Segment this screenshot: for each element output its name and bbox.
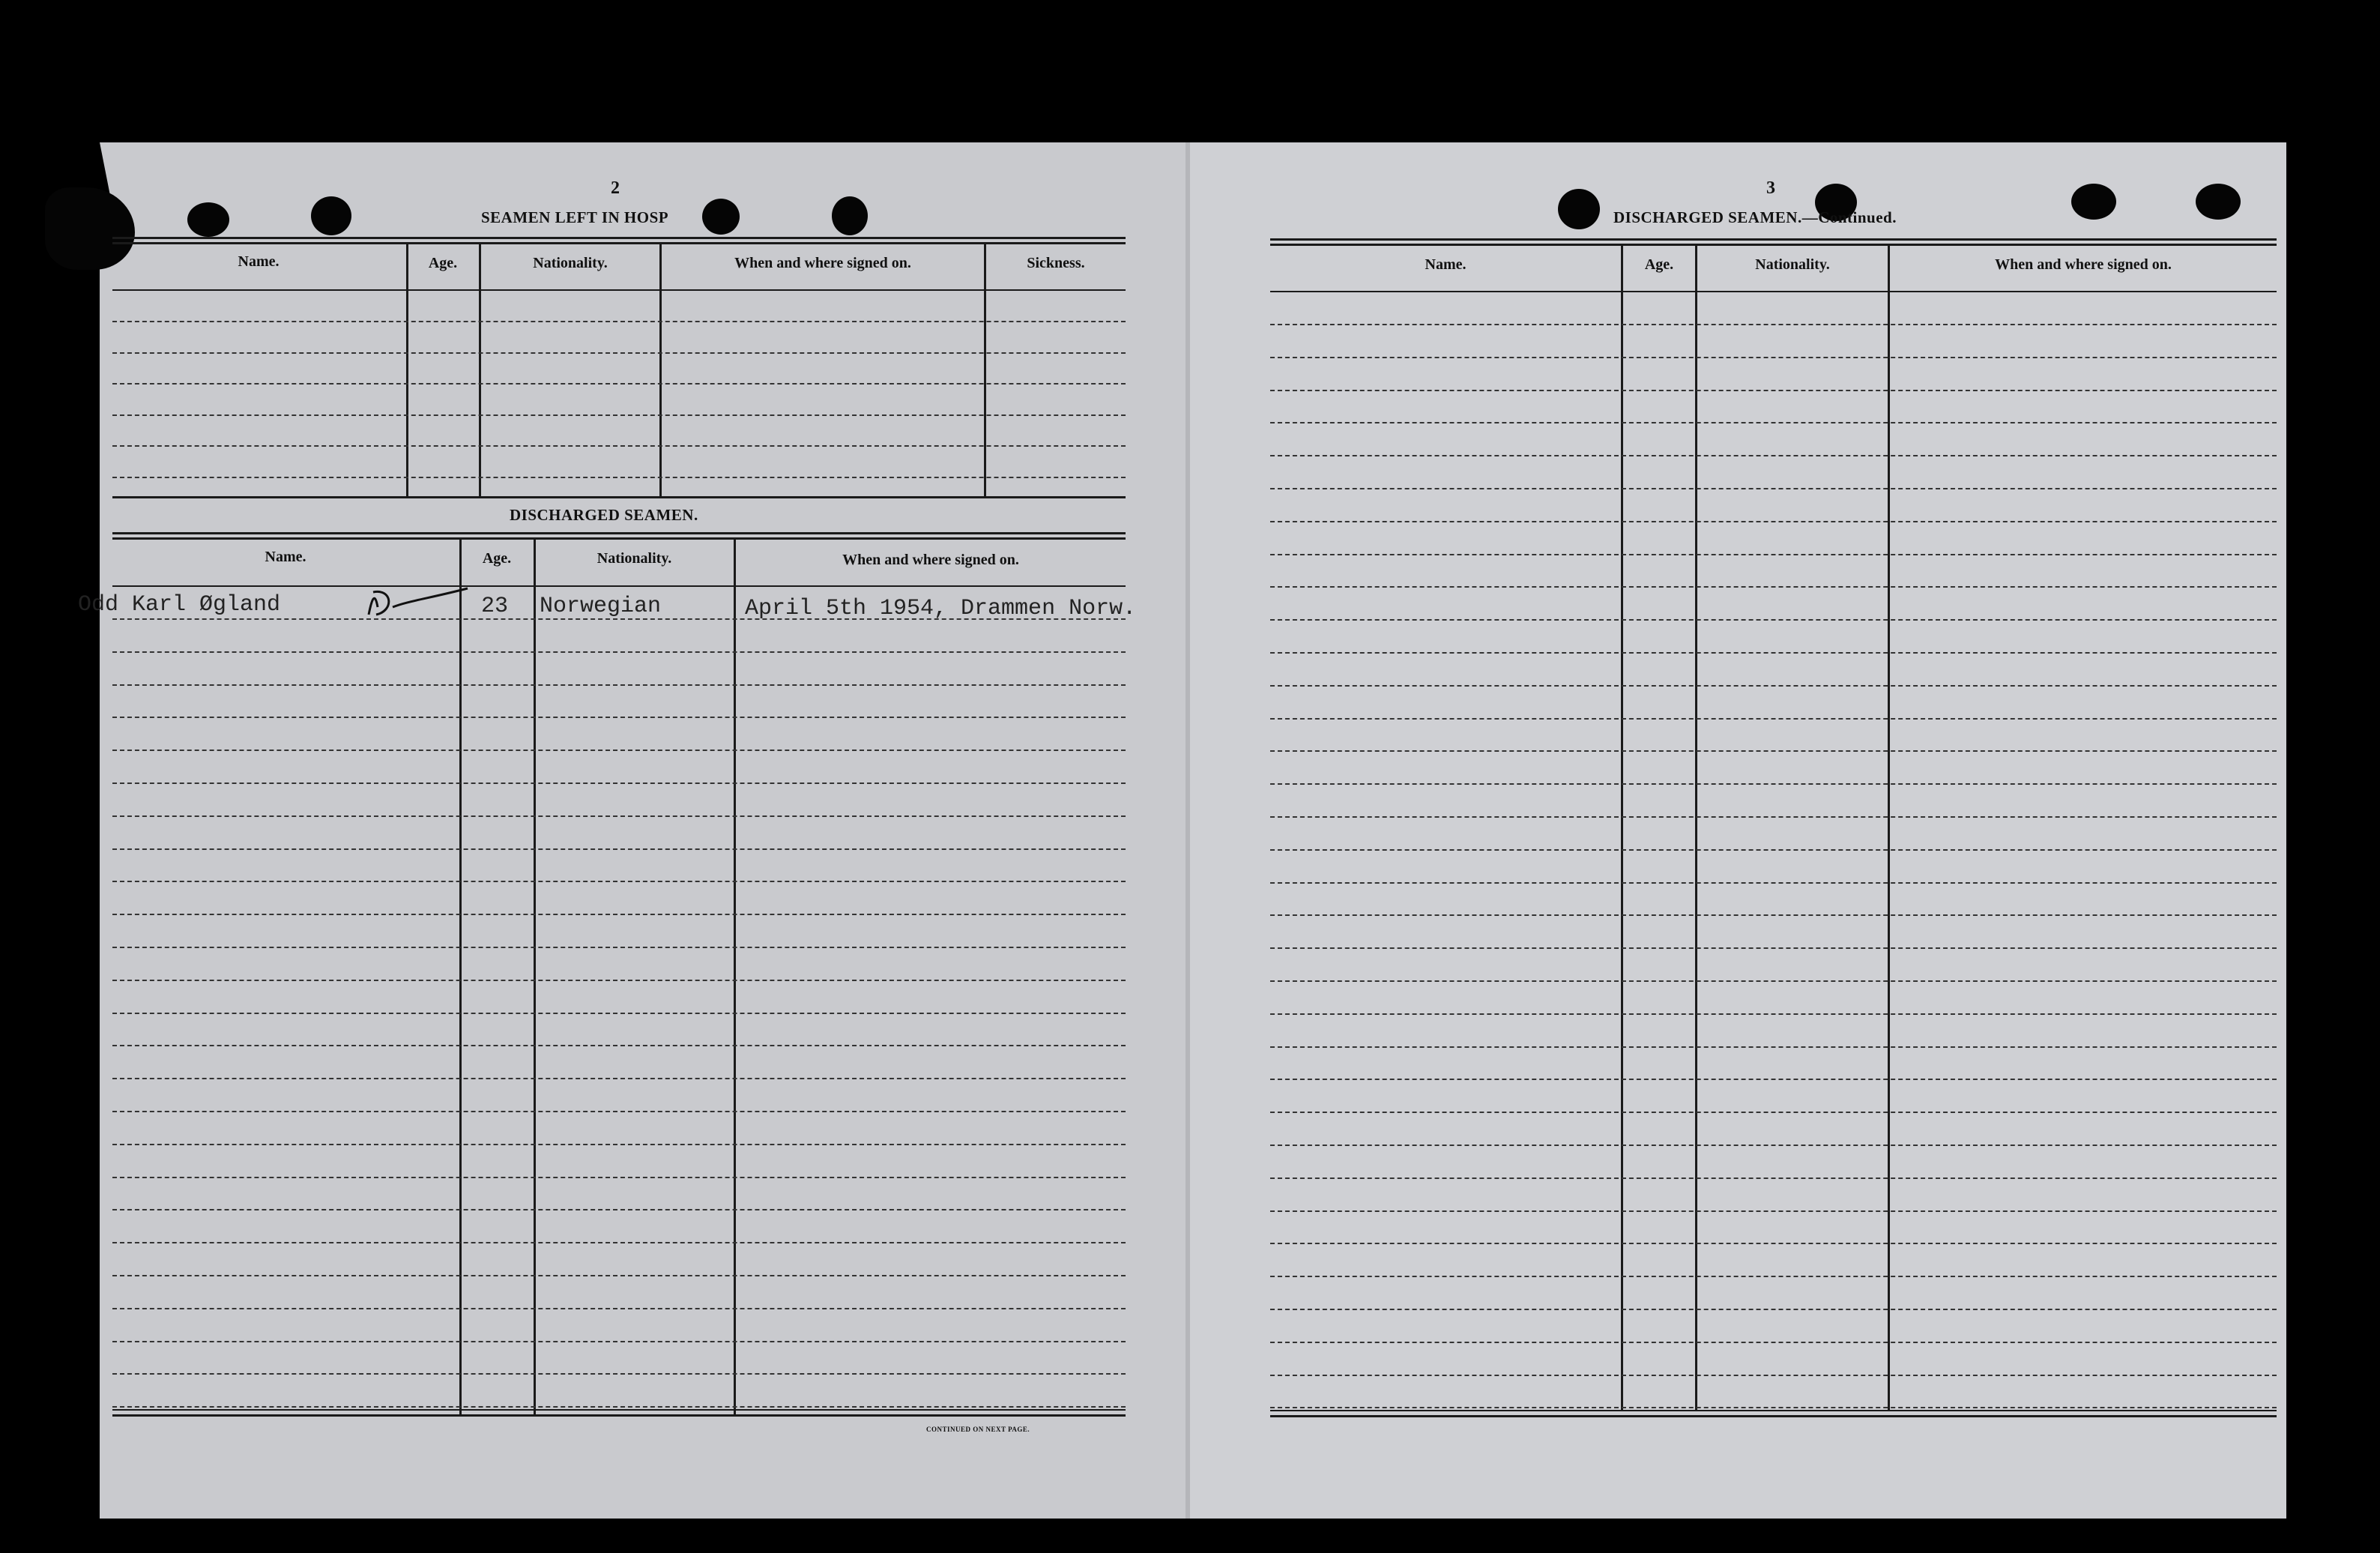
hospital-col-nationality: Nationality. — [533, 255, 608, 271]
column-divider — [459, 540, 462, 1414]
ruled-line — [112, 848, 1126, 850]
rule — [112, 1409, 1126, 1411]
ruled-line — [112, 750, 1126, 751]
punch-hole — [187, 202, 229, 237]
ruled-line — [1270, 685, 2277, 687]
discharged-section-title: DISCHARGED SEAMEN. — [510, 506, 698, 524]
ruled-line — [1270, 390, 2277, 391]
ruled-line — [112, 717, 1126, 718]
ruled-line — [112, 815, 1126, 817]
rule — [1270, 291, 2277, 292]
ruled-line — [1270, 357, 2277, 358]
page-number: 2 — [611, 178, 620, 198]
entry-nationality: Norwegian — [540, 594, 662, 619]
ruled-line — [112, 445, 1126, 447]
punch-hole — [702, 199, 740, 235]
rule — [1270, 238, 2277, 241]
ruled-line — [112, 383, 1126, 385]
ruled-line — [112, 1308, 1126, 1309]
ruled-line — [1270, 1375, 2277, 1376]
ruled-line — [112, 947, 1126, 948]
punch-hole — [1558, 189, 1600, 229]
rule — [1270, 1410, 2277, 1411]
ruled-line — [112, 1144, 1126, 1145]
rule — [1270, 1415, 2277, 1417]
page-fold — [1186, 142, 1190, 1519]
ruled-line — [1270, 1079, 2277, 1080]
discharged-continued-title: DISCHARGED SEAMEN.—Continued. — [1613, 208, 1897, 226]
ruled-line — [1270, 1177, 2277, 1179]
entry-signed-on: April 5th 1954, Drammen Norw. — [745, 596, 1137, 621]
ruled-line — [1270, 1210, 2277, 1212]
rule — [112, 496, 1126, 498]
ruled-line — [1270, 455, 2277, 456]
discharged-col-signed-on: When and where signed on. — [842, 552, 1019, 568]
rule — [1270, 244, 2277, 246]
ruled-line — [1270, 849, 2277, 851]
left-page — [100, 142, 1188, 1519]
ruled-line — [112, 352, 1126, 354]
handwritten-mark — [363, 585, 475, 622]
column-divider — [984, 244, 986, 496]
entry-age: 23 — [481, 594, 509, 619]
rule — [112, 537, 1126, 540]
ruled-line — [112, 1275, 1126, 1276]
ruled-line — [1270, 1243, 2277, 1244]
column-divider — [479, 244, 481, 496]
ruled-line — [112, 1078, 1126, 1079]
ruled-line — [1270, 586, 2277, 588]
ruled-line — [112, 1045, 1126, 1046]
ruled-line — [112, 1406, 1126, 1408]
hospital-col-name: Name. — [238, 253, 280, 270]
ruled-line — [1270, 422, 2277, 423]
ruled-line — [112, 684, 1126, 686]
hospital-col-sickness: Sickness. — [1027, 255, 1085, 271]
ruled-line — [112, 1209, 1126, 1210]
ruled-line — [112, 980, 1126, 981]
column-divider — [406, 244, 408, 496]
ruled-line — [1270, 619, 2277, 621]
hospital-col-signed-on: When and where signed on. — [734, 255, 911, 271]
ruled-line — [1270, 750, 2277, 752]
punch-hole — [832, 196, 868, 235]
ruled-line — [1270, 980, 2277, 982]
column-divider — [534, 540, 536, 1414]
discharged-col-name: Name. — [265, 549, 306, 565]
ruled-line — [112, 414, 1126, 416]
hospital-section-title: SEAMEN LEFT IN HOSP — [481, 208, 669, 226]
ruled-line — [1270, 652, 2277, 654]
right-col-name: Name. — [1425, 256, 1467, 273]
ruled-line — [112, 1177, 1126, 1178]
rule — [112, 237, 1126, 239]
ruled-line — [1270, 1342, 2277, 1343]
ruled-line — [1270, 1309, 2277, 1310]
punch-hole — [2196, 184, 2241, 220]
ruled-line — [1270, 1013, 2277, 1015]
punch-hole — [2071, 184, 2116, 220]
ruled-line — [112, 1373, 1126, 1375]
punch-hole — [311, 196, 351, 235]
ruled-line — [1270, 1145, 2277, 1146]
ruled-line — [1270, 882, 2277, 884]
ruled-line — [1270, 914, 2277, 916]
ruled-line — [112, 477, 1126, 478]
right-col-signed-on: When and where signed on. — [1995, 256, 2172, 273]
column-divider — [1888, 246, 1890, 1410]
rule — [112, 585, 1126, 587]
continued-footer: CONTINUED ON NEXT PAGE. — [926, 1426, 1030, 1433]
rule — [112, 242, 1126, 244]
hospital-col-age: Age. — [428, 255, 458, 271]
ruled-line — [1270, 554, 2277, 555]
rule — [112, 532, 1126, 534]
ruled-line — [112, 1111, 1126, 1112]
ruled-line — [1270, 1112, 2277, 1113]
ruled-line — [1270, 1407, 2277, 1408]
ruled-line — [1270, 816, 2277, 818]
ruled-line — [112, 651, 1126, 653]
ruled-line — [1270, 718, 2277, 720]
column-divider — [659, 244, 662, 496]
right-col-age: Age. — [1644, 256, 1674, 273]
ruled-line — [1270, 1046, 2277, 1048]
ruled-line — [1270, 521, 2277, 522]
right-col-nationality: Nationality. — [1755, 256, 1830, 273]
discharged-col-nationality: Nationality. — [596, 550, 672, 567]
ruled-line — [112, 914, 1126, 915]
column-divider — [1621, 246, 1623, 1410]
rule — [112, 289, 1126, 291]
ruled-line — [112, 1013, 1126, 1014]
ruled-line — [112, 321, 1126, 322]
right-page — [1188, 142, 2286, 1519]
page-number: 3 — [1766, 178, 1775, 198]
ruled-line — [112, 782, 1126, 784]
column-divider — [1695, 246, 1697, 1410]
ruled-line — [112, 1242, 1126, 1243]
discharged-col-age: Age. — [482, 550, 512, 567]
ruled-line — [1270, 947, 2277, 949]
ruled-line — [112, 1341, 1126, 1342]
ruled-line — [112, 881, 1126, 882]
ruled-line — [1270, 488, 2277, 489]
entry-name: Odd Karl Øgland — [78, 592, 281, 618]
column-divider — [734, 540, 736, 1414]
ruled-line — [1270, 1276, 2277, 1277]
ruled-line — [1270, 324, 2277, 325]
ruled-line — [1270, 783, 2277, 785]
rule — [112, 1414, 1126, 1417]
